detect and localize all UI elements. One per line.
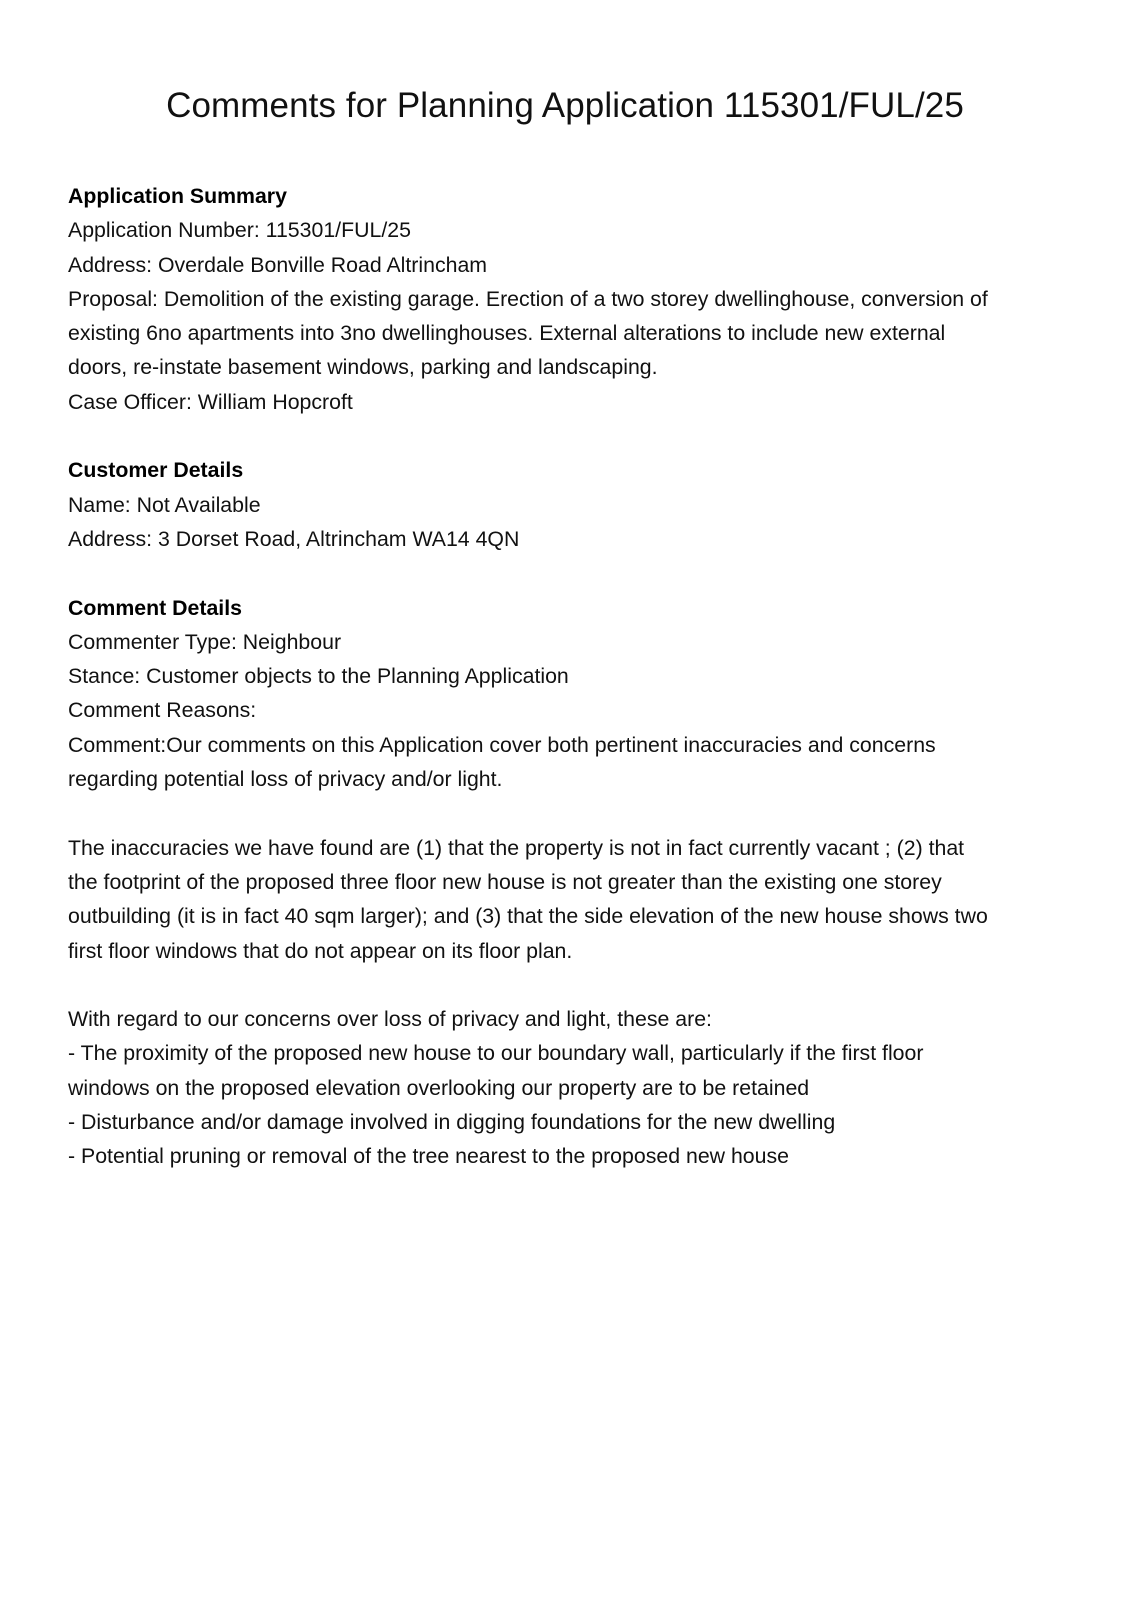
customer-details-heading: Customer Details [68, 458, 244, 483]
section-spacer [68, 419, 1068, 453]
proposal-line: doors, re-instate basement windows, parking and landscaping. [68, 355, 658, 380]
application-summary-heading: Application Summary [68, 184, 287, 208]
page-title: Comments for Planning Application 115301/FUL/25 [166, 86, 964, 125]
paragraph-spacer [68, 968, 1068, 1002]
comment-bullet: - Potential pruning or removal of the tree nearest to the proposed new house [68, 1144, 789, 1169]
comment-bullet: - The proximity of the proposed new house to our boundary wall, particularly if the first floor [68, 1041, 924, 1066]
commenter-type: Commenter Type: Neighbour [68, 629, 342, 654]
application-address: Address: Overdale Bonville Road Altrincham [68, 252, 488, 277]
comment-line: outbuilding (it is in fact 40 sqm larger); and (3) that the side elevation of the new house shows two [68, 904, 988, 929]
application-summary-section [68, 179, 1068, 419]
comment-line: The inaccuracies we have found are (1) that the property is not in fact currently vacant ; (2) that [68, 835, 965, 860]
comment-line: the footprint of the proposed three floor new house is not greater than the existing one storey [68, 869, 942, 894]
comment-reasons: Comment Reasons: [68, 698, 257, 723]
comment-line: regarding potential loss of privacy and/or light. [68, 767, 503, 792]
document-body [68, 179, 1068, 1174]
paragraph-spacer [68, 796, 1068, 830]
proposal-line: existing 6no apartments into 3no dwellinghouses. External alterations to include new external [68, 321, 946, 346]
comment-line: first floor windows that do not appear on its floor plan. [68, 938, 573, 963]
proposal-line: Proposal: Demolition of the existing garage. Erection of a two storey dwellinghouse, conversion of [68, 286, 988, 311]
comment-bullet: - Disturbance and/or damage involved in digging foundations for the new dwelling [68, 1110, 836, 1135]
stance: Stance: Customer objects to the Planning Application [68, 664, 569, 689]
comment-line: With regard to our concerns over loss of privacy and light, these are: [68, 1007, 712, 1032]
comment-line: Comment:Our comments on this Application cover both pertinent inaccuracies and concerns [68, 732, 936, 757]
application-number: Application Number: 115301/FUL/25 [68, 218, 411, 243]
case-officer: Case Officer: William Hopcroft [68, 389, 353, 414]
comment-details-heading: Comment Details [68, 595, 242, 620]
customer-address: Address: 3 Dorset Road, Altrincham WA14 4QN [68, 526, 520, 551]
comment-details-section [68, 591, 1068, 1174]
section-spacer [68, 556, 1068, 590]
comment-bullet: windows on the proposed elevation overlooking our property are to be retained [68, 1075, 810, 1100]
customer-name: Name: Not Available [68, 492, 261, 517]
customer-details-section [68, 453, 1068, 556]
